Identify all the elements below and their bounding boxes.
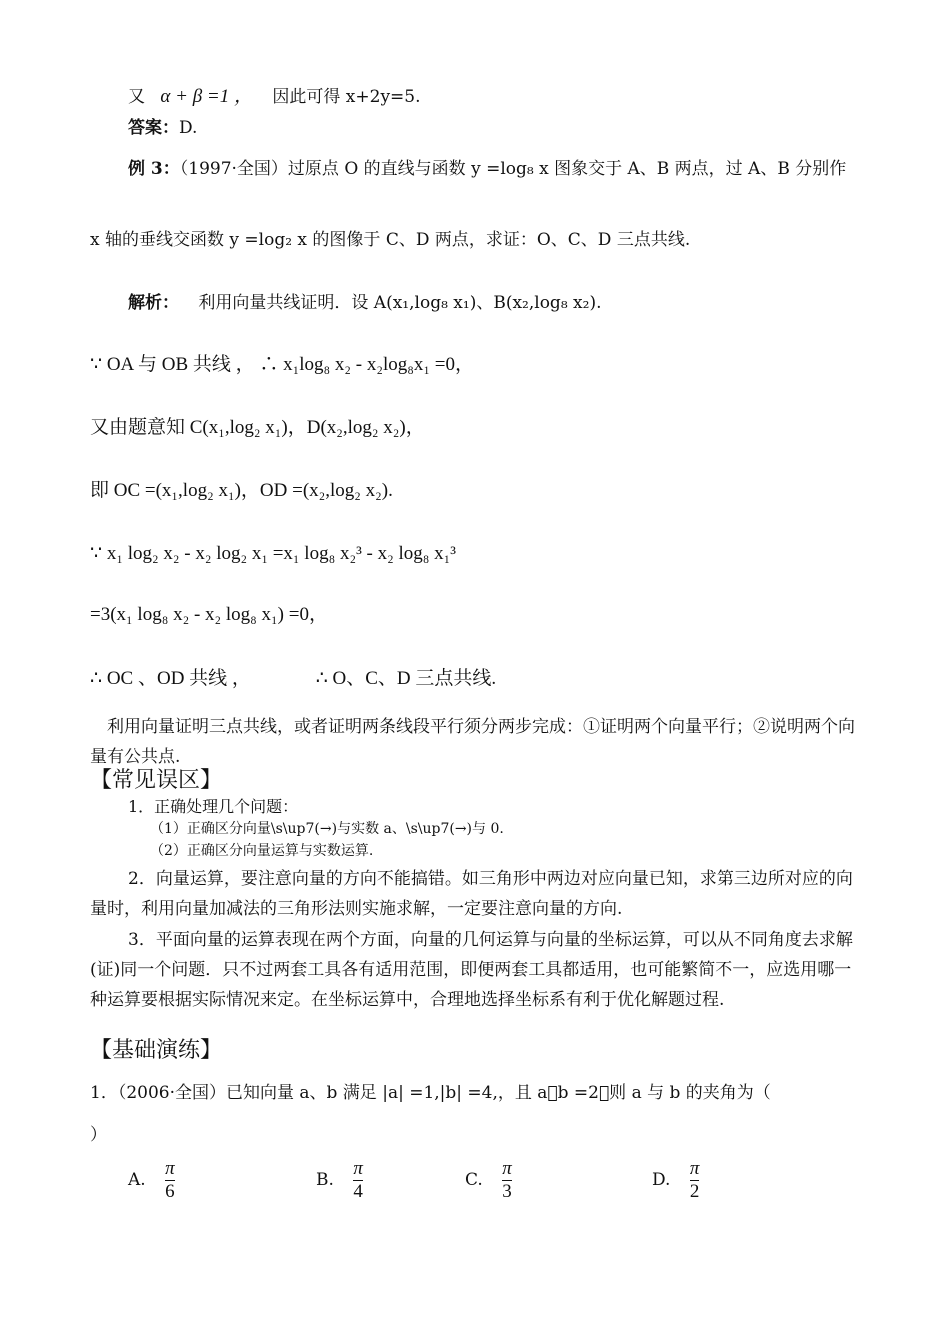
answer-label: 答案： <box>128 118 179 138</box>
section-heading-practice: 【基础演练】 <box>90 1038 223 1063</box>
option-label: A. <box>128 1170 146 1190</box>
option-d <box>652 1158 699 1203</box>
fraction-den: 6 <box>165 1181 175 1202</box>
question-1: 1．（2006·全国）已知向量 a、b 满足 |a| =1,|b| =4,，且 a⃞b =2，则 a 与 b 的夹角为（ <box>90 1083 771 1103</box>
step-6b: ∴ O、C、D 三点共线. <box>315 668 497 689</box>
text: 又 <box>128 87 145 107</box>
example-label: 例 3： <box>128 159 180 179</box>
step-3: 即 OC =(x₁,log₂ x₁)，OD =(x₂,log₂ x₂). <box>90 480 393 501</box>
example-text: （1997·全国）过原点 O 的直线与函数 y =log₈ x 图象交于 A、B 两点，过 A、B 分别作 <box>179 159 847 179</box>
fraction <box>502 1158 512 1203</box>
option-label: D. <box>652 1170 671 1190</box>
option-label: C. <box>465 1170 483 1190</box>
line-conclusion <box>128 86 421 108</box>
mistake-2: 2．向量运算，要注意向量的方向不能搞错。如三角形中两边对应向量已知，求第三边所对应的向量时，利用向量加减法的三角形法则实施求解，一定要注意向量的方向. <box>90 869 853 919</box>
mistake-3: 3．平面向量的运算表现在两个方面，向量的几何运算与向量的坐标运算，可以从不同角度去求解(证)同一个问题．只不过两套工具各有适用范围，即便两套工具都适用，也可能繁简不一，应选用哪一种运算要根据实际情况来定。在坐标运算中，合理地选择坐标系有利于优化解题过程. <box>90 930 853 1010</box>
text: 因此可得 x+2y=5. <box>272 87 421 107</box>
summary-paragraph: 利用向量证明三点共线，或者证明两条线段平行须分两步完成：①证明两个向量平行；②说明两个向量有公共点. <box>90 717 855 767</box>
option-label: B. <box>316 1170 334 1190</box>
solution-label: 解析： <box>128 293 179 313</box>
fraction-num: π <box>165 1158 175 1179</box>
answer-value: D. <box>179 118 198 138</box>
step-5: =3(x₁ log₈ x₂ - x₂ log₈ x₁) =0， <box>90 604 328 625</box>
step-6 <box>90 668 496 690</box>
fraction-num: π <box>353 1158 363 1179</box>
step-4: ∵ x₁ log₂ x₂ - x₂ log₂ x₁ =x₁ log₈ x₂³ - x₂ log₈ x₁³ <box>90 543 456 564</box>
fraction-den: 4 <box>353 1181 363 1202</box>
math: α + β =1 ， <box>160 86 253 107</box>
fraction <box>690 1158 700 1203</box>
fraction-den: 3 <box>502 1181 512 1202</box>
mistake-1a: （1）正确区分向量\s\up7(→)与实数 a、\s\up7(→)与 0. <box>150 821 504 837</box>
fraction <box>353 1158 363 1203</box>
mistake-1b: （2）正确区分向量运算与实数运算. <box>150 843 374 859</box>
example-text: x 轴的垂线交函数 y =log₂ x 的图像于 C、D 两点，求证：O、C、D 三点共线. <box>90 230 691 250</box>
solution-text: 利用向量共线证明．设 A(x₁,log₈ x₁)、B(x₂,log₈ x₂). <box>198 293 602 313</box>
mistake-1: 1．正确处理几个问题： <box>128 797 299 816</box>
fraction-num: π <box>502 1158 512 1179</box>
step-2: 又由题意知 C(x₁,log₂ x₁)，D(x₂,log₂ x₂)， <box>90 417 425 438</box>
step-1: ∵ OA 与 OB 共线 ， ∴ x₁log₈ x₂ - x₂log₈x₁ =0， <box>90 354 474 375</box>
section-heading-mistakes: 【常见误区】 <box>90 768 223 793</box>
fraction <box>165 1158 175 1203</box>
question-1-close: ） <box>90 1125 107 1145</box>
answer-line <box>128 117 197 139</box>
solution-line <box>128 292 601 314</box>
fraction-den: 2 <box>689 1181 700 1202</box>
fraction-num: π <box>689 1158 700 1179</box>
step-6a: ∴ OC 、OD 共线 ， <box>90 668 251 689</box>
option-a <box>128 1158 175 1203</box>
example-3-cont <box>90 229 690 251</box>
option-c <box>465 1158 512 1203</box>
option-b <box>316 1158 363 1203</box>
example-3-line <box>128 158 846 180</box>
